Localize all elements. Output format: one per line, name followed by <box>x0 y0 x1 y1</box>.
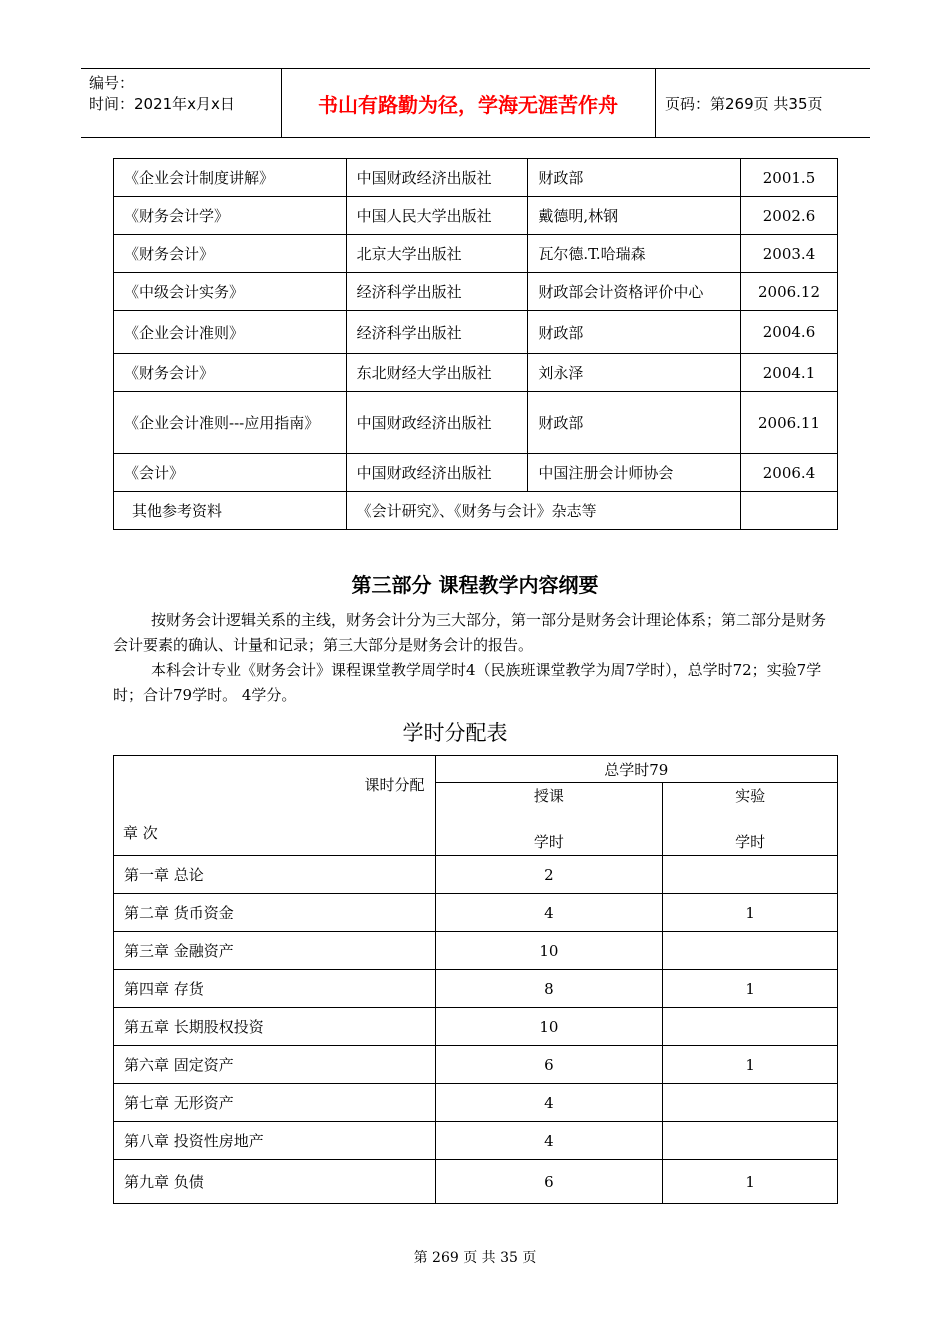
ref-publisher: 中国财政经济出版社 <box>346 392 528 454</box>
table-row <box>114 970 838 1008</box>
section-paragraph-1: 按财务会计逻辑关系的主线，财务会计分为三大部分，第一部分是财务会计理论体系；第二部分是财务会计要素的确认、计量和记录；第三大部分是财务会计的报告。 <box>113 611 827 654</box>
lab-hours-cell <box>663 1084 838 1122</box>
header-divider <box>655 69 656 137</box>
other-ref-label: 其他参考资料 <box>114 492 347 530</box>
table-row <box>114 1008 838 1046</box>
chapter-cell: 第三章 金融资产 <box>114 932 436 970</box>
header-motto: 书山有路勤为径，学海无涯苦作舟 <box>318 92 618 117</box>
ref-author: 刘永泽 <box>528 354 741 392</box>
ref-title: 《财务会计学》 <box>114 197 347 235</box>
table-row <box>114 1122 838 1160</box>
ref-title: 《企业会计准则---应用指南》 <box>114 392 347 454</box>
ref-date: 2002.6 <box>741 197 838 235</box>
table-row <box>114 856 838 894</box>
ref-title: 《财务会计》 <box>114 354 347 392</box>
serial-label: 编号： <box>89 74 135 92</box>
ref-publisher: 中国财政经济出版社 <box>346 159 528 197</box>
table-row <box>114 273 838 311</box>
lab-hours-cell <box>663 856 838 894</box>
corner-header-cell <box>114 756 436 856</box>
chapter-cell: 第九章 负债 <box>114 1160 436 1204</box>
ref-date: 2003.4 <box>741 235 838 273</box>
ref-date: 2004.1 <box>741 354 838 392</box>
ref-title: 《企业会计制度讲解》 <box>114 159 347 197</box>
chapter-cell: 第八章 投资性房地产 <box>114 1122 436 1160</box>
reference-table <box>113 158 838 530</box>
lecture-hours-cell: 6 <box>435 1160 663 1204</box>
chapter-cell: 第五章 长期股权投资 <box>114 1008 436 1046</box>
total-hours-header: 总学时79 <box>435 756 837 783</box>
ref-date: 2001.5 <box>741 159 838 197</box>
table-row <box>114 1160 838 1204</box>
lecture-header-top: 授课 <box>533 786 564 805</box>
ref-author: 戴德明,林钢 <box>528 197 741 235</box>
table-row <box>114 492 838 530</box>
ref-date: 2004.6 <box>741 311 838 354</box>
ref-publisher: 中国财政经济出版社 <box>346 454 528 492</box>
table-row <box>114 159 838 197</box>
ref-publisher: 中国人民大学出版社 <box>346 197 528 235</box>
chapter-cell: 第二章 货币资金 <box>114 894 436 932</box>
lab-header-bottom: 学时 <box>735 832 766 851</box>
ref-date: 2006.12 <box>741 273 838 311</box>
ref-author: 财政部会计资格评价中心 <box>528 273 741 311</box>
lecture-hours-cell: 10 <box>435 1008 663 1046</box>
lab-header-top: 实验 <box>735 786 766 805</box>
empty-cell <box>741 492 838 530</box>
lab-hours-cell <box>663 932 838 970</box>
table-row <box>114 1046 838 1084</box>
header-page-info: 页码：第269页 共35页 <box>665 95 823 113</box>
table-row <box>114 311 838 354</box>
lecture-hours-cell: 4 <box>435 894 663 932</box>
ref-date: 2006.11 <box>741 392 838 454</box>
header-meta <box>89 73 279 115</box>
header-divider <box>281 69 282 137</box>
lab-hours-cell <box>663 1008 838 1046</box>
page-header <box>81 68 870 138</box>
lab-hours-cell <box>663 1122 838 1160</box>
ref-author: 中国注册会计师协会 <box>528 454 741 492</box>
table-row <box>114 1084 838 1122</box>
chapter-cell: 第七章 无形资产 <box>114 1084 436 1122</box>
table-row <box>114 235 838 273</box>
ref-author: 财政部 <box>528 311 741 354</box>
ref-author: 财政部 <box>528 392 741 454</box>
corner-top-label: 课时分配 <box>364 776 425 794</box>
lecture-hours-cell: 10 <box>435 932 663 970</box>
table-caption: 学时分配表 <box>402 721 508 745</box>
ref-title: 《企业会计准则》 <box>114 311 347 354</box>
other-ref-value: 《会计研究》、《财务与会计》杂志等 <box>346 492 740 530</box>
lab-hours-cell: 1 <box>663 1046 838 1084</box>
section-paragraph-2: 本科会计专业《财务会计》课程课堂教学周学时4（民族班课堂教学为周7学时），总学时72；实验7学时；合计79学时。 4学分。 <box>113 661 822 704</box>
table-row <box>114 894 838 932</box>
ref-author: 财政部 <box>528 159 741 197</box>
lecture-hours-cell: 8 <box>435 970 663 1008</box>
ref-publisher: 经济科学出版社 <box>346 273 528 311</box>
table-row <box>114 932 838 970</box>
ref-title: 《会计》 <box>114 454 347 492</box>
lecture-hours-cell: 6 <box>435 1046 663 1084</box>
table-row <box>114 454 838 492</box>
table-header-row <box>114 756 838 783</box>
lecture-hours-cell: 2 <box>435 856 663 894</box>
ref-title: 《财务会计》 <box>114 235 347 273</box>
date-label: 时间：2021年x月x日 <box>89 95 235 113</box>
chapter-cell: 第一章 总论 <box>114 856 436 894</box>
lecture-hours-cell: 4 <box>435 1122 663 1160</box>
corner-bottom-label: 章 次 <box>123 824 158 842</box>
lecture-hours-header <box>435 783 663 856</box>
ref-title: 《中级会计实务》 <box>114 273 347 311</box>
chapter-cell: 第四章 存货 <box>114 970 436 1008</box>
lab-hours-cell: 1 <box>663 1160 838 1204</box>
lab-hours-cell: 1 <box>663 970 838 1008</box>
lecture-header-bottom: 学时 <box>533 832 564 851</box>
table-row <box>114 392 838 454</box>
lab-hours-cell: 1 <box>663 894 838 932</box>
section-title: 第三部分 课程教学内容纲要 <box>351 573 599 597</box>
ref-publisher: 经济科学出版社 <box>346 311 528 354</box>
hours-table <box>113 755 838 1204</box>
ref-date: 2006.4 <box>741 454 838 492</box>
ref-publisher: 东北财经大学出版社 <box>346 354 528 392</box>
ref-publisher: 北京大学出版社 <box>346 235 528 273</box>
lab-hours-header <box>663 783 838 856</box>
table-row <box>114 354 838 392</box>
lecture-hours-cell: 4 <box>435 1084 663 1122</box>
page-footer: 第 269 页 共 35 页 <box>413 1250 537 1266</box>
chapter-cell: 第六章 固定资产 <box>114 1046 436 1084</box>
table-row <box>114 197 838 235</box>
ref-author: 瓦尔德.T.哈瑞森 <box>528 235 741 273</box>
